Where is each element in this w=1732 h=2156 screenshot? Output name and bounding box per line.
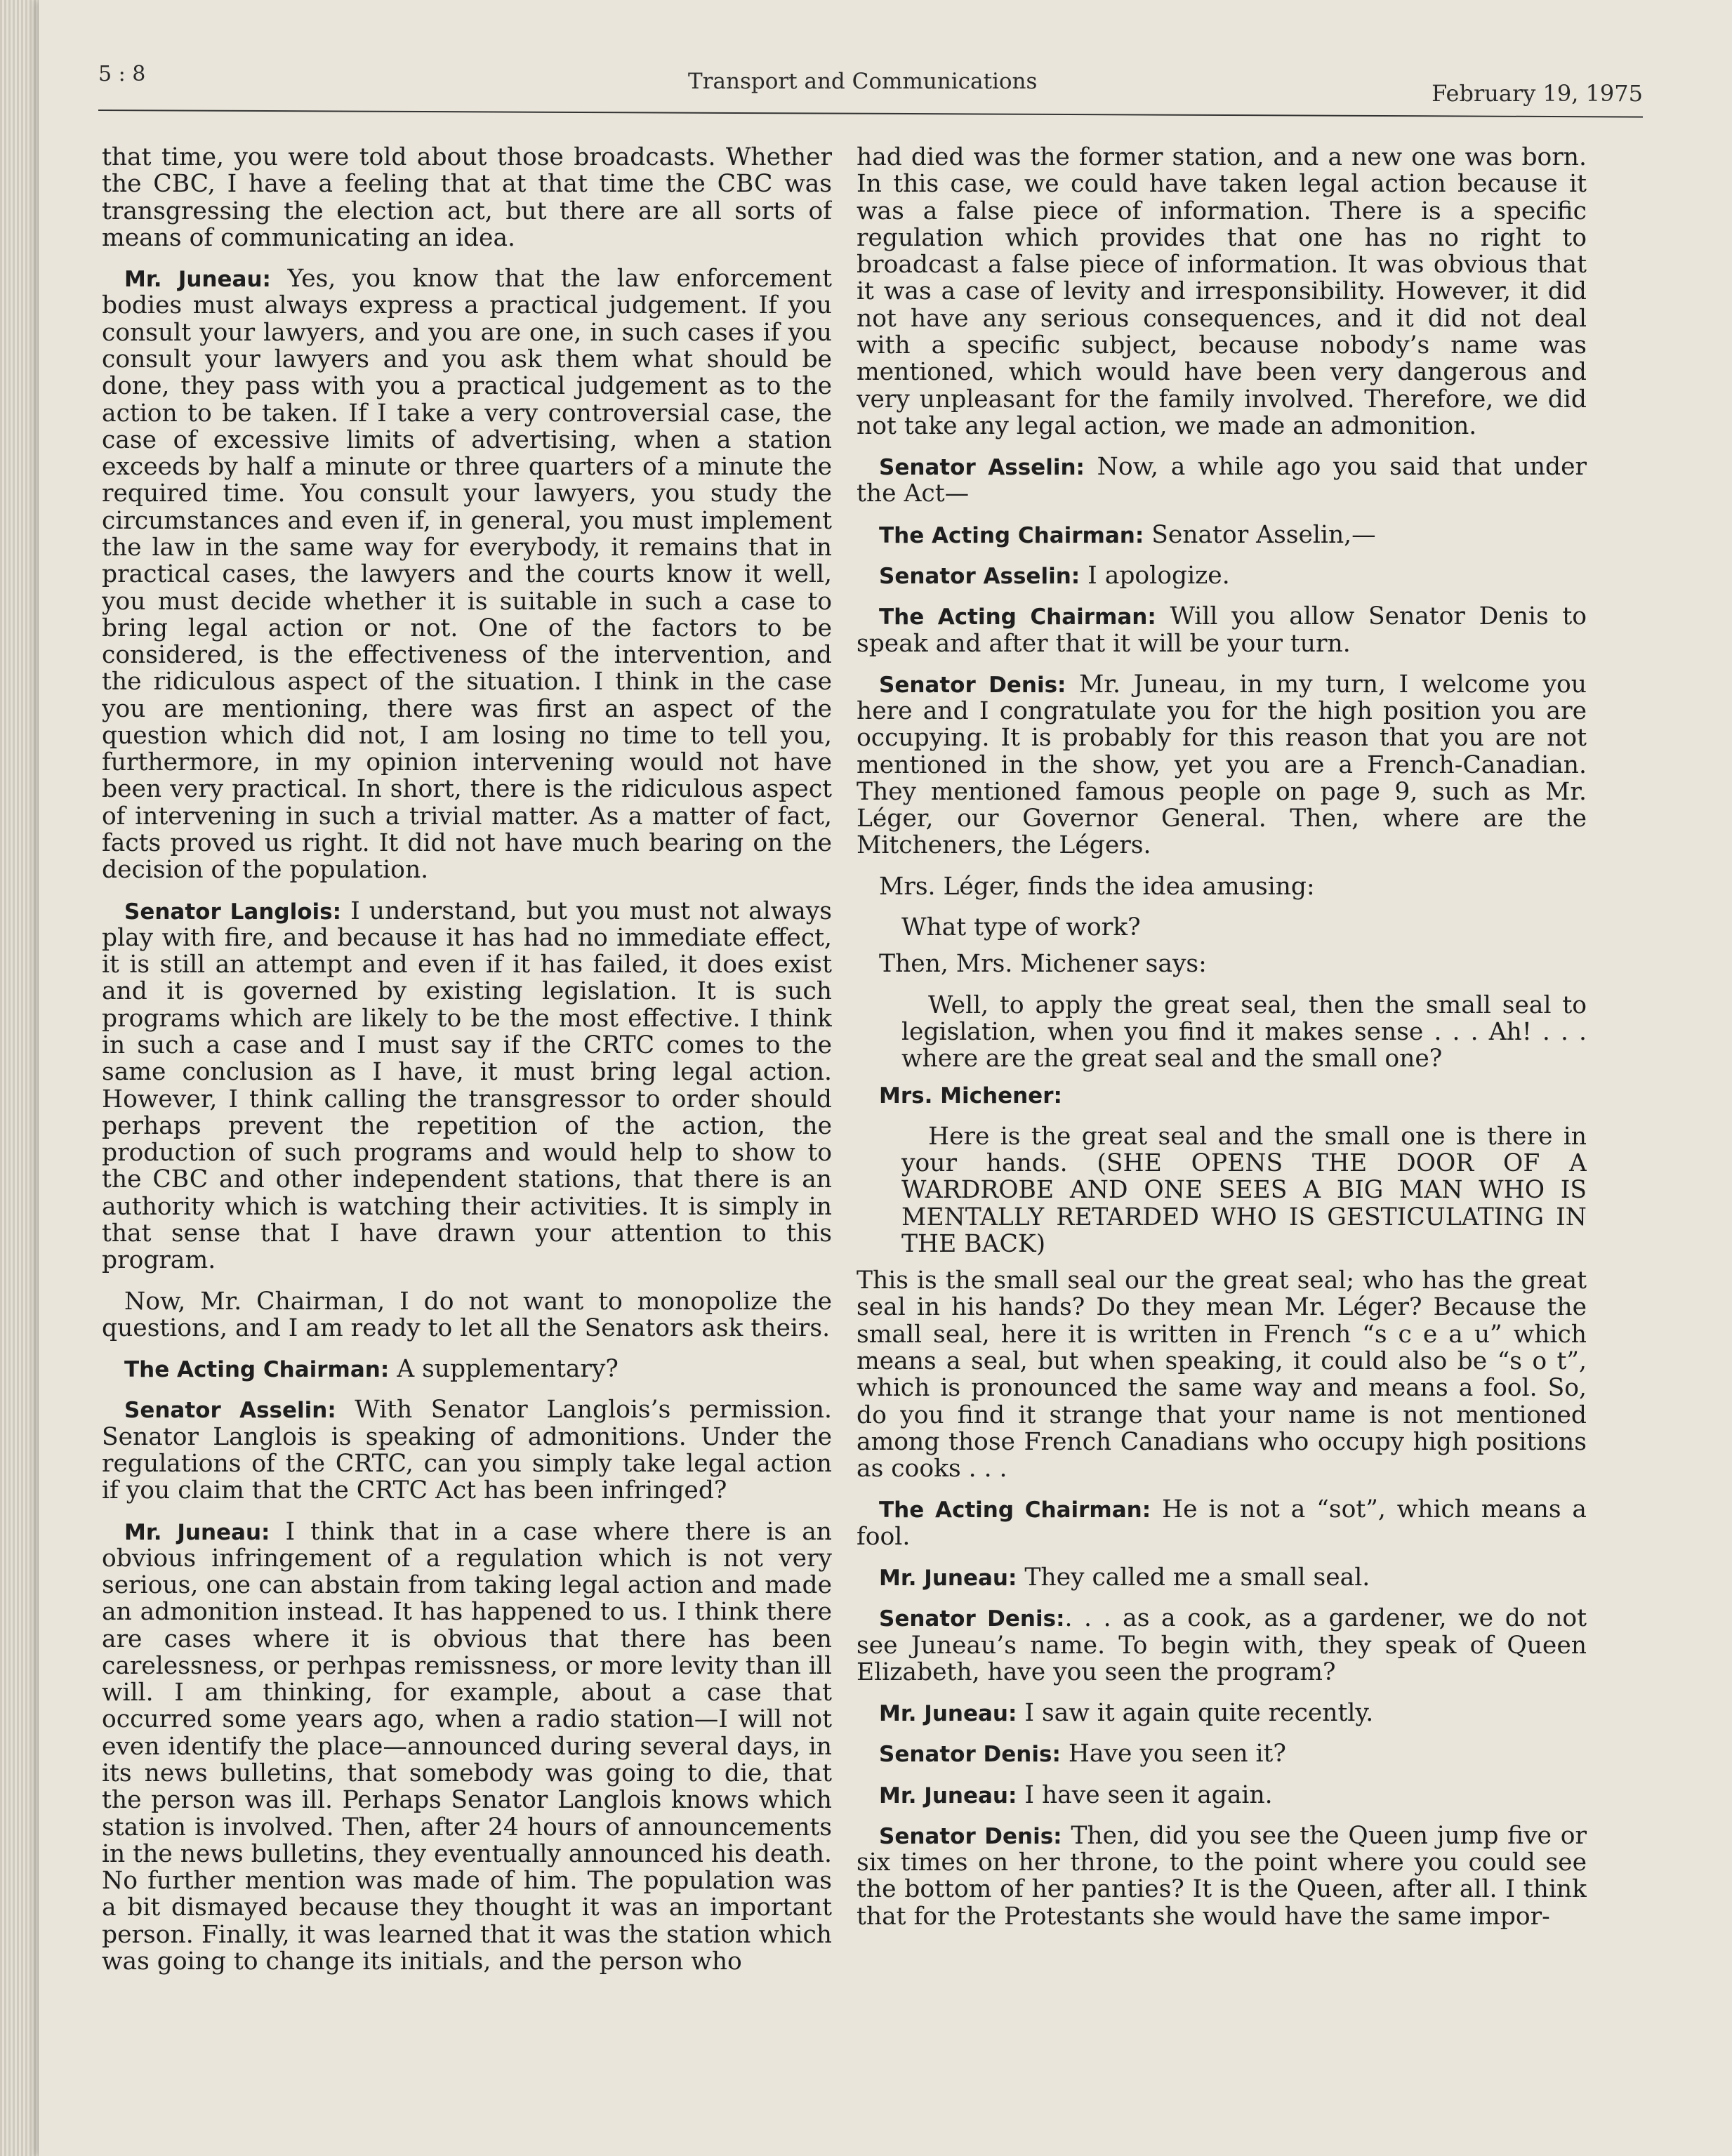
- paragraph: Mr. Juneau: I think that in a case where there is an obvious infringement of a regulation which is not very serious, one can abstain from taking legal action and made an admonition instead. It has happened to us. I think there are cases where it is obvious that there has been carelessness, or perhpas remissness, or more levity than ill will. I am thinking, for example, about a case that occurred some years ago, when a radio station—I will not even identify the place—announced during several days, in its news bulletins, that somebody was going to die, that the person was ill. Perhaps Senator Langlois knows which station is involved. Then, after 24 hours of announcements in the news bulletins, they eventually announced his death. No further mention was made of him. The population was a bit dismayed because they thought it was an important person. Finally, it was learned that it was the station which was going to change its initials, and the person who: [102, 1517, 832, 1976]
- speaker-name: The Acting Chairman:: [879, 1497, 1151, 1523]
- speaker-name: Mrs. Michener:: [879, 1083, 1062, 1109]
- paragraph: Senator Denis: Mr. Juneau, in my turn, I welcome you here and I congratulate you for the high position you are occupying. It is probably for this reason that you are not mentioned in the show, yet you are a French-Canadian. They mentioned famous people on page 9, such as Mr. Léger, our Governor General. Then, where are the Mitcheners, the Légers.: [857, 670, 1587, 860]
- paragraph: Mr. Juneau: Yes, you know that the law enforcement bodies must always express a practical judgement. If you consult your lawyers, and you are one, in such cases if you consult your lawyers and you ask them what should be done, they pass with you a practical judgement as to the action to be taken. If I take a very controversial case, the case of excessive limits of advertising, when a station exceeds by half a minute or three quarters of a minute the required time. You consult your lawyers, you study the circumstances and even if, in general, you must implement the law in the same way for everybody, it remains that in practical cases, the lawyers and the courts know it well, you must decide whether it is suitable in such a case to bring legal action or not. One of the factors to be considered, is the effectiveness of the intervention, and the ridiculous aspect of the situation. I think in the case you are mentioning, there was first an aspect of the question which did not, I am losing no time to tell you, furthermore, in my opinion intervening would not have been very practical. In short, there is the ridiculous aspect of intervening in such a trivial matter. As a matter of fact, facts proved us right. It did not have much bearing on the decision of the population.: [102, 265, 832, 885]
- paragraph: Senator Asselin: Now, a while ago you said that under the Act—: [857, 453, 1587, 508]
- speaker-name: Senator Denis:: [879, 1742, 1061, 1768]
- paragraph: Now, Mr. Chairman, I do not want to monopolize the questions, and I am ready to let all the Senators ask theirs.: [102, 1287, 832, 1342]
- header-date: February 19, 1975: [1432, 80, 1643, 107]
- paragraph: Senator Denis: Then, did you see the Queen jump five or six times on her throne, to the point where you could see the bottom of her panties? It is the Queen, after all. I think that for the Protestants she would have the same impor-: [857, 1821, 1587, 1931]
- speaker-name: Senator Asselin:: [879, 563, 1080, 589]
- paragraph: Mr. Juneau: They called me a small seal.: [879, 1563, 1370, 1592]
- script-quote: Well, to apply the great seal, then the small seal to legislation, when you find it makes sense . . . Ah! . . . where are the great seal and the small one?: [901, 991, 1587, 1073]
- script-quote: Here is the great seal and the small one is there in your hands. (SHE OPENS THE DOOR OF A WARDROBE AND ONE SEES A BIG MAN WHO IS MENTALLY RETARDED WHO IS GESTICULATING IN THE BACK): [901, 1122, 1587, 1258]
- paragraph: Senator Denis:. . . as a cook, as a gardener, we do not see Juneau’s name. To begin with, they speak of Queen Elizabeth, have you seen the program?: [857, 1604, 1587, 1686]
- left-column: [102, 144, 832, 2131]
- speaker-name: The Acting Chairman:: [879, 604, 1156, 630]
- speaker-name: Senator Asselin:: [879, 455, 1085, 481]
- paragraph: Senator Denis: Have you seen it?: [879, 1740, 1286, 1768]
- speaker-name: Mr. Juneau:: [124, 267, 271, 293]
- paragraph: Mr. Juneau: I have seen it again.: [879, 1780, 1273, 1809]
- paragraph: The Acting Chairman: Senator Asselin,—: [879, 520, 1376, 549]
- paragraph: Senator Asselin: With Senator Langlois’s permission. Senator Langlois is speaking of admonitions. Under the regulations of the CRTC, can you simply take legal action if you claim that the CRTC Act has been infringed?: [102, 1396, 832, 1505]
- paragraph: that time, you were told about those broadcasts. Whether the CBC, I have a feeling that at that time the CBC was transgressing the election act, but there are all sorts of means of communicating an idea.: [102, 144, 832, 252]
- paragraph: Mr. Juneau: I saw it again quite recently.: [879, 1699, 1374, 1728]
- paragraph: The Acting Chairman: A supplementary?: [124, 1355, 619, 1384]
- speaker-name: Senator Denis:: [879, 1823, 1062, 1849]
- right-column: [857, 144, 1587, 2131]
- paragraph: Senator Langlois: I understand, but you must not always play with fire, and because it has had no immediate effect, it is still an attempt and even if it has failed, it does exist and it is governed by existing legislation. It is such programs which are likely to be the most effective. I think in such a case and I must say if the CRTC comes to the same conclusion as I have, it must bring legal action. However, I think calling the transgressor to order should perhaps prevent the repetition of the action, the production of such programs and would help to show to the CBC and other independent stations, that there is an authority which is watching their activities. It is simply in that sense that I have drawn your attention to this program.: [102, 897, 832, 1275]
- script-line: Mrs. Léger, finds the idea amusing:: [879, 872, 1315, 901]
- page-header: [98, 58, 1643, 121]
- header-rule: [98, 110, 1643, 118]
- page-number: 5 : 8: [98, 62, 146, 86]
- speaker-name: Senator Asselin:: [124, 1398, 336, 1424]
- speaker-name: Mr. Juneau:: [879, 1565, 1017, 1591]
- paragraph: Senator Asselin: I apologize.: [879, 561, 1230, 590]
- script-quote: What type of work?: [901, 913, 1141, 942]
- paragraph: The Acting Chairman: Will you allow Senator Denis to speak and after that it will be your turn.: [857, 602, 1587, 658]
- paragraph: This is the small seal our the great seal; who has the great seal in his hands? Do they mean Mr. Léger? Because the small seal, here it is written in French “s c e a u” which means a seal, but when speaking, it could also be “s o t”, which is pronounced the same way and means a fool. So, do you find it strange that your name is not mentioned among those French Canadians who occupy high positions as cooks . . .: [857, 1267, 1587, 1483]
- speaker-name: Mr. Juneau:: [879, 1701, 1017, 1727]
- speaker-name: Senator Denis:: [879, 672, 1066, 698]
- speaker-name: Senator Langlois:: [124, 899, 341, 925]
- page-edge: [0, 0, 39, 2156]
- script-speaker: [857, 1082, 1587, 1109]
- paragraph: The Acting Chairman: He is not a “sot”, which means a fool.: [857, 1495, 1587, 1551]
- speaker-name: Mr. Juneau:: [879, 1783, 1017, 1808]
- speaker-name: The Acting Chairman:: [124, 1357, 390, 1383]
- speaker-name: Senator Denis:: [879, 1606, 1065, 1632]
- running-title: Transport and Communications: [688, 69, 1038, 94]
- paragraph: had died was the former station, and a new one was born. In this case, we could have taken legal action because it was a false piece of information. There is a specific regulation which provides that one has no right to broadcast a false piece of information. It was obvious that it was a case of levity and irresponsibility. However, it did not have any serious consequences, and it did not deal with a specific subject, because nobody’s name was mentioned, which would have been very dangerous and very unpleasant for the family involved. Therefore, we did not take any legal action, we made an admonition.: [857, 144, 1587, 440]
- script-line: Then, Mrs. Michener says:: [879, 950, 1207, 979]
- speaker-name: The Acting Chairman:: [879, 522, 1144, 548]
- speaker-name: Mr. Juneau:: [124, 1519, 270, 1545]
